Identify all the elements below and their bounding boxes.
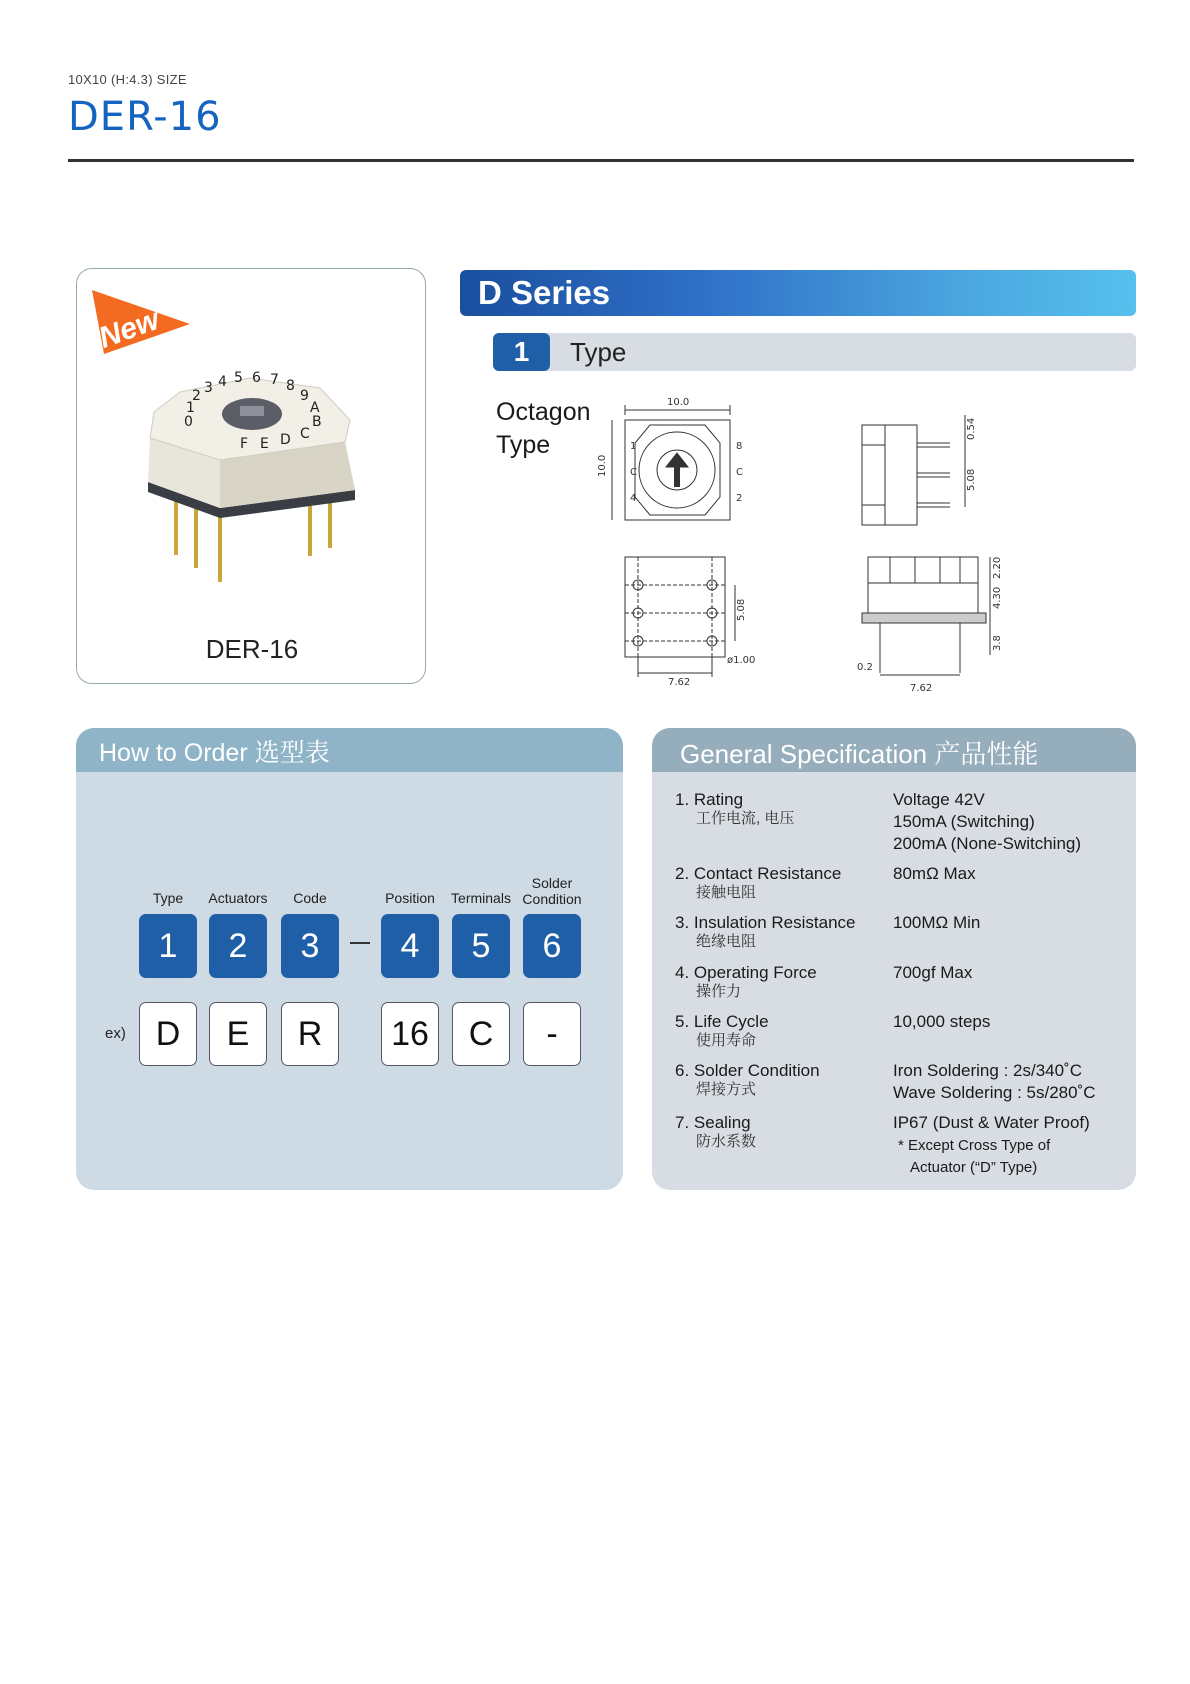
svg-text:B: B	[312, 414, 322, 430]
spec-value-insulation-resistance: 100MΩ Min	[893, 913, 981, 932]
svg-text:5: 5	[234, 370, 243, 386]
order-col-label-condition: Condition	[522, 891, 582, 907]
svg-text:3: 3	[204, 380, 213, 396]
dim-hole: ø1.00	[727, 655, 756, 666]
spec-value-sealing: IP67 (Dust & Water Proof)	[893, 1113, 1090, 1132]
example-box-6: -	[523, 1002, 581, 1066]
spec-cn-sealing: 防水系数	[696, 1133, 757, 1150]
example-prefix: ex)	[105, 1025, 126, 1042]
svg-text:6: 6	[252, 370, 261, 386]
type-number-badge: 1	[493, 333, 550, 371]
order-col-label-type: Type	[152, 890, 184, 906]
example-box-3: R	[281, 1002, 339, 1066]
spec-name-insulation-resistance: 3. Insulation Resistance	[675, 913, 856, 932]
svg-text:9: 9	[300, 388, 309, 404]
dim-430: 4.30	[992, 586, 1003, 609]
general-spec-title: General Specification 产品性能	[680, 739, 1039, 769]
series-title: D Series	[478, 274, 611, 311]
spec-value-rating-1: Voltage 42V	[893, 790, 985, 809]
octagon-type-label: Octagon	[496, 398, 591, 426]
order-code-box-4: 4	[381, 914, 439, 978]
order-code-box-2: 2	[209, 914, 267, 978]
order-col-label-code: Code	[293, 890, 327, 906]
order-code-box-6: 6	[523, 914, 581, 978]
spec-value-solder-condition-2: Wave Soldering : 5s/280˚C	[893, 1083, 1096, 1102]
example-box-5: C	[452, 1002, 510, 1066]
order-col-label-actuators: Actuators	[208, 890, 268, 906]
svg-text:0: 0	[184, 414, 193, 430]
dim-220: 2.20	[992, 556, 1003, 579]
spec-name-contact-resistance: 2. Contact Resistance	[675, 864, 842, 883]
dim-508-side: 5.08	[966, 468, 977, 491]
example-box-1: D	[139, 1002, 197, 1066]
order-col-label-terminals: Terminals	[451, 890, 511, 906]
spec-name-life-cycle: 5. Life Cycle	[675, 1012, 769, 1031]
pin-left-2: C	[630, 467, 637, 478]
pin-left-3: 4	[630, 493, 637, 504]
svg-text:8: 8	[286, 378, 295, 394]
pin-right-1: 8	[736, 441, 743, 452]
pin-left-1: 1	[630, 441, 637, 452]
spec-value-rating-3: 200mA (None-Switching)	[893, 834, 1082, 853]
order-code-box-1: 1	[139, 914, 197, 978]
spec-value-solder-condition-1: Iron Soldering : 2s/340˚C	[893, 1061, 1082, 1080]
dim-38: 3.8	[992, 635, 1003, 651]
svg-text:E: E	[260, 436, 269, 452]
technical-drawings	[597, 395, 1080, 700]
dim-02: 0.2	[857, 662, 873, 673]
spec-cn-insulation-resistance: 绝缘电阻	[696, 933, 757, 950]
pin-right-3: 2	[736, 493, 743, 504]
spec-cn-contact-resistance: 接触电阻	[696, 884, 757, 901]
dim-508-bottom: 5.08	[736, 598, 747, 621]
order-code-box-3: 3	[281, 914, 339, 978]
spec-value-operating-force: 700gf Max	[893, 963, 973, 982]
new-badge-text: New	[94, 302, 164, 355]
spec-name-sealing: 7. Sealing	[675, 1113, 751, 1132]
order-col-label-position: Position	[385, 890, 435, 906]
header-divider	[68, 159, 1134, 162]
order-col-label-solder: Solder	[531, 875, 573, 891]
dim-762-bottom: 7.62	[668, 677, 691, 688]
spec-name-operating-force: 4. Operating Force	[675, 963, 817, 982]
size-label: 10X10 (H:4.3) SIZE	[68, 72, 187, 87]
product-caption: DER-16	[205, 634, 299, 664]
octagon-type-label-2: Type	[496, 431, 551, 459]
spec-value-rating-2: 150mA (Switching)	[893, 812, 1035, 831]
svg-text:C: C	[300, 426, 310, 442]
spec-note-sealing-2: Actuator (“D” Type)	[910, 1159, 1038, 1176]
spec-value-life-cycle: 10,000 steps	[893, 1012, 991, 1031]
svg-text:A: A	[310, 400, 320, 416]
spec-cn-solder-condition: 焊接方式	[696, 1081, 757, 1098]
svg-text:D: D	[280, 432, 291, 448]
dim-top-width: 10.0	[667, 397, 690, 408]
order-code-box-5: 5	[452, 914, 510, 978]
example-box-4: 16	[381, 1002, 439, 1066]
svg-text:1: 1	[186, 400, 195, 416]
spec-name-rating: 1. Rating	[675, 790, 744, 809]
spec-cn-operating-force: 操作力	[696, 983, 742, 1000]
svg-text:2: 2	[192, 388, 201, 404]
dim-762-side: 7.62	[910, 683, 933, 694]
svg-text:4: 4	[218, 374, 227, 390]
spec-cn-rating: 工作电流, 电压	[696, 810, 795, 827]
svg-text:F: F	[240, 436, 249, 452]
pin-right-2: C	[736, 467, 743, 478]
spec-name-solder-condition: 6. Solder Condition	[675, 1061, 820, 1080]
type-title: Type	[570, 337, 627, 367]
spec-value-contact-resistance: 80mΩ Max	[893, 864, 976, 883]
svg-text:7: 7	[270, 372, 279, 388]
dim-054: 0.54	[966, 417, 977, 440]
page-title: DER-16	[68, 94, 222, 140]
order-separator-dash	[350, 942, 370, 944]
new-badge-icon	[90, 288, 200, 358]
spec-cn-life-cycle: 使用寿命	[696, 1032, 757, 1049]
dim-side-height: 10.0	[597, 454, 608, 477]
product-photo	[140, 370, 370, 590]
how-to-order-title: How to Order 选型表	[99, 739, 330, 767]
example-box-2: E	[209, 1002, 267, 1066]
spec-note-sealing-1: * Except Cross Type of	[898, 1137, 1051, 1154]
